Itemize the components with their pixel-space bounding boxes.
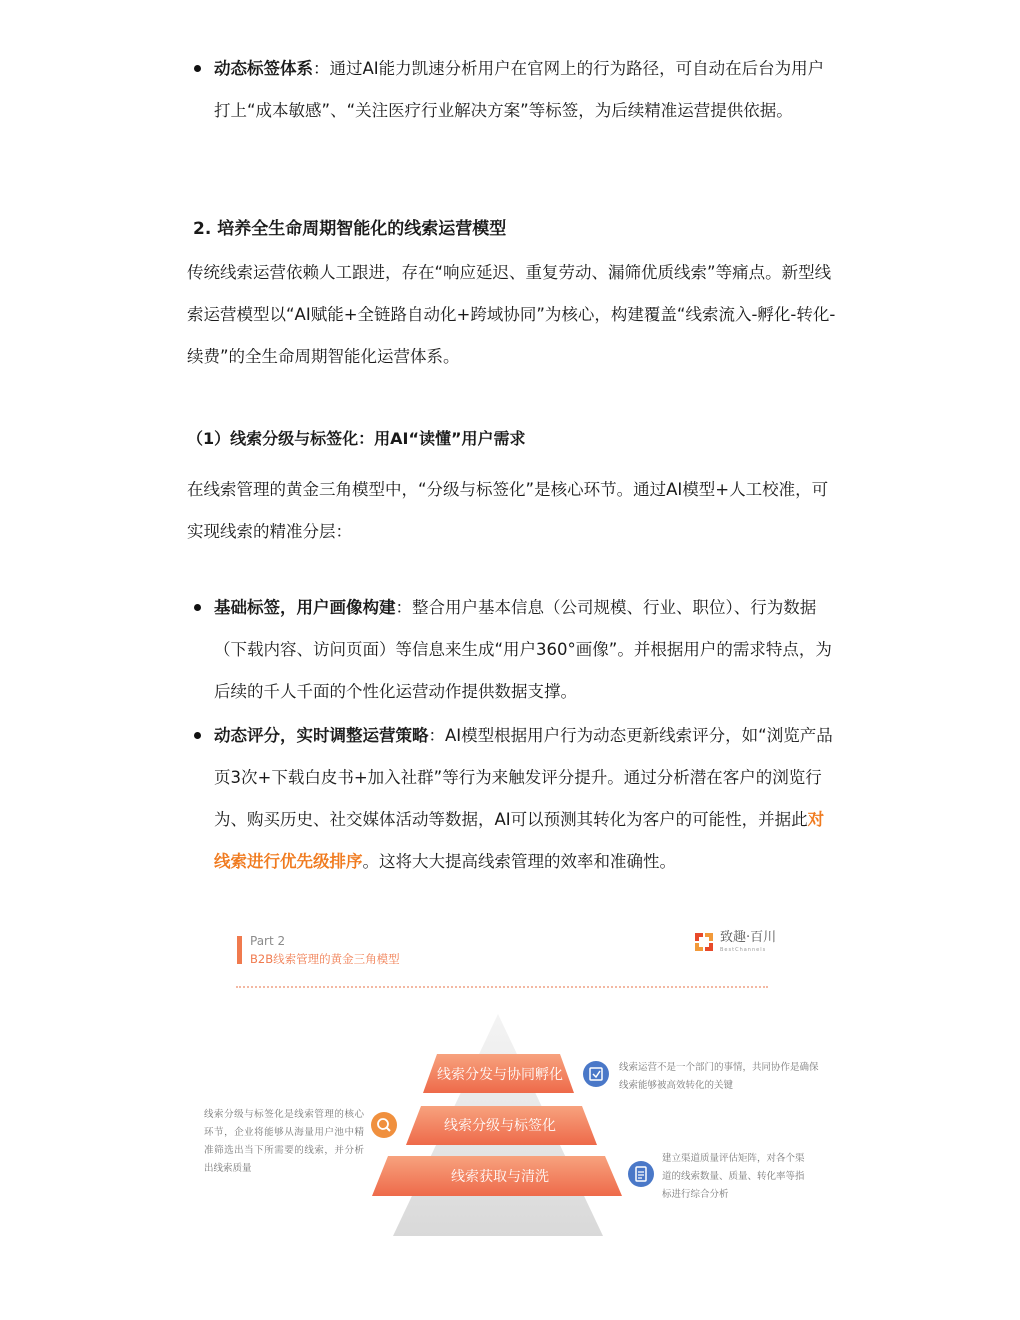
subsection-paragraph: 在线索管理的黄金三角模型中，“分级与标签化”是核心环节。通过AI模型+人工校准，可实现线索的精准分层： <box>187 480 829 541</box>
collaboration-icon <box>583 1061 609 1087</box>
tier-bottom-label: 线索获取与清洗 <box>451 1169 549 1185</box>
search-icon <box>371 1112 397 1138</box>
bullet-bold-title: 动态评分，实时调整运营策略 <box>214 726 429 745</box>
bullet-dot <box>194 732 201 739</box>
bullet-text: ：整合用户基本信息（公司规模、行业、职位）、行为数据（下载内容、访问页面）等信息来生成“用户360°画像”。并根据用户的需求特点，为后续的千人千面的个性化运营动作提供数据支撑。 <box>214 598 832 701</box>
bullet-text: ：通过AI能力凯速分析用户在官网上的行为路径，可自动在后台为用户打上“成本敏感”、“关注医疗行业解决方案”等标签，为后续精准运营提供依据。 <box>214 59 825 120</box>
bullet-tail-text: 。这将大大提高线索管理的效率和准确性。 <box>362 852 676 871</box>
note-collaboration: 线索运营不是一个部门的事情，共同协作是确保线索能够被高效转化的关键 <box>619 1062 819 1091</box>
section-paragraph: 传统线索运营依赖人工跟进，存在“响应延迟、重复劳动、漏筛优质线索”等痛点。新型线索运营模型以“AI赋能+全链路自动化+跨域协同”为核心，构建覆盖“线索流入-孵化-转化-续费”的全生命周期智能化运营体系。 <box>187 263 836 366</box>
section-heading: 2. 培养全生命周期智能化的线索运营模型 <box>193 219 507 239</box>
bullet-bold-title: 动态标签体系 <box>214 59 313 78</box>
note-channel-matrix: 建立渠道质量评估矩阵，对各个渠道的线索数量、质量、转化率等指标进行综合分析 <box>662 1153 805 1200</box>
bullet-dot <box>194 604 201 611</box>
checklist-icon <box>628 1161 654 1187</box>
bullet-bold-title: 基础标签，用户画像构建 <box>214 598 396 617</box>
bullet-dynamic-tags <box>214 48 834 132</box>
golden-triangle-figure <box>190 918 830 1248</box>
part-label: Part 2 <box>250 934 286 948</box>
brand-logo-subtext: BestChannels <box>720 947 767 953</box>
figure-subtitle: B2B线索管理的黄金三角模型 <box>250 952 400 966</box>
bullet-dot <box>194 65 201 72</box>
subsection-heading: （1）线索分级与标签化：用AI“读懂”用户需求 <box>187 429 526 448</box>
highlight-text: 对线索进行优先级排序 <box>214 810 825 871</box>
bullet-text: ：AI模型根据用户行为动态更新线索评分，如“浏览产品页3次+下载白皮书+加入社群”等行为来触发评分提升。通过分析潜在客户的浏览行为、购买历史、社交媒体活动等数据，AI可以预测其转化为客户的可能性，并据此 <box>214 726 833 829</box>
bullet-basic-tags <box>214 587 834 713</box>
tier-top-label: 线索分发与协同孵化 <box>437 1067 563 1083</box>
brand-logo-text: 致趣·百川 <box>720 930 777 945</box>
bullet-dynamic-scoring <box>214 715 834 883</box>
note-grading: 线索分级与标签化是线索管理的核心环节，企业将能够从海量用户池中精准筛选出当下所需要的线索，并分析出线索质量 <box>204 1109 364 1174</box>
tier-mid-label: 线索分级与标签化 <box>444 1118 556 1134</box>
